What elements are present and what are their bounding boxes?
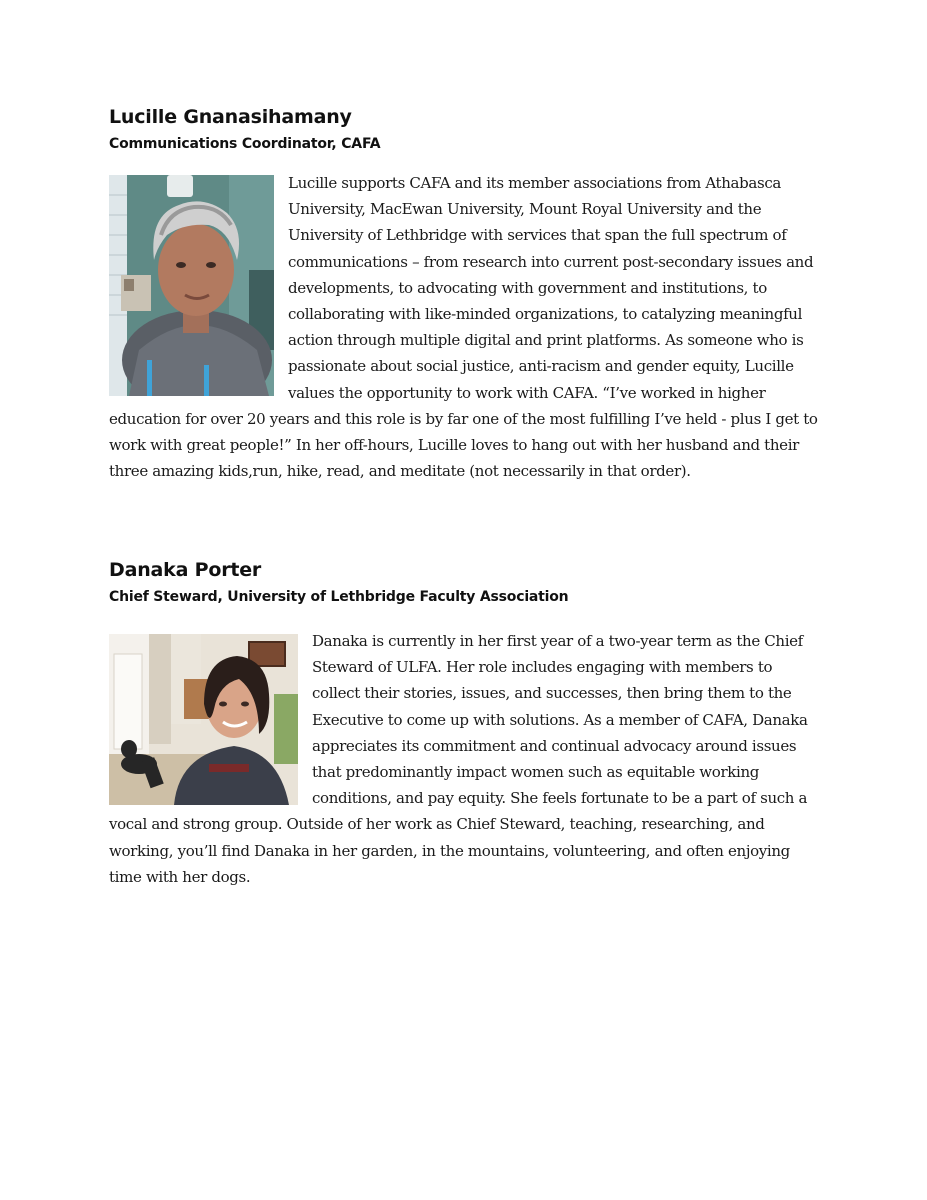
profile-body bbox=[109, 170, 819, 484]
profile-role: Communications Coordinator, CAFA bbox=[109, 136, 381, 152]
profile-bio: Danaka is currently in her first year of a two-year term as the Chief Steward of ULFA. Her role includes engaging with members to collect their stories, issues, and successes, then bring them to the Executive to come up with solutions. As a member of CAFA, Danaka appreciates its commitment and continual advocacy around issues that predominantly impact women such as equitable working conditions, and pay equity. She feels fortunate to be a part of such a vocal and strong group. Outside of her work as Chief Steward, teaching, researching, and working, you’ll find Danaka in her garden, in the mountains, volunteering, and often enjoying time with her dogs. bbox=[109, 632, 808, 886]
profile-lucille bbox=[109, 104, 819, 484]
profile-body bbox=[109, 628, 819, 890]
profile-photo bbox=[109, 634, 298, 805]
profile-danaka bbox=[109, 557, 819, 890]
profile-bio: Lucille supports CAFA and its member associations from Athabasca University, MacEwan University, Mount Royal University and the University of Lethbridge with services that span the full spectrum of communications – from research into current post-secondary issues and developments, to advocating with government and institutions, to collaborating with like-minded organizations, to catalyzing meaningful action through multiple digital and print platforms. As someone who is passionate about social justice, anti-racism and gender equity, Lucille values the opportunity to work with CAFA. “I’ve worked in higher education for over 20 years and this role is by far one of the most fulfilling I’ve held - plus I get to work with great people!” In her off-hours, Lucille loves to hang out with her husband and their three amazing kids,run, hike, read, and meditate (not necessarily in that order). bbox=[109, 174, 818, 481]
profile-photo bbox=[109, 175, 274, 396]
profile-name: Lucille Gnanasihamany bbox=[109, 106, 352, 128]
profile-role: Chief Steward, University of Lethbridge Faculty Association bbox=[109, 589, 569, 605]
profile-name: Danaka Porter bbox=[109, 559, 262, 581]
